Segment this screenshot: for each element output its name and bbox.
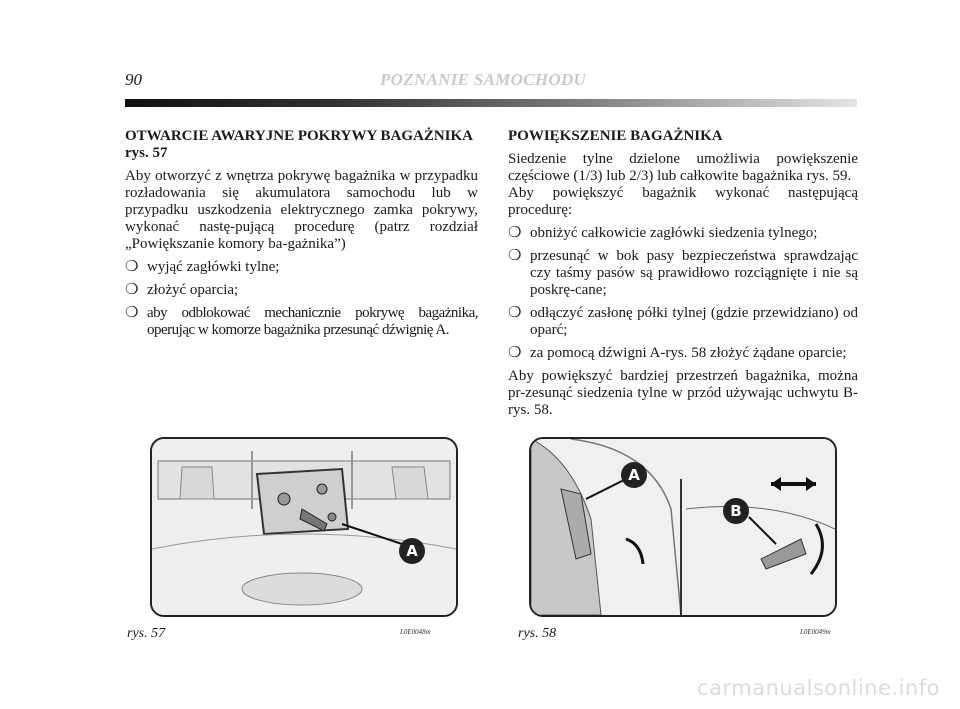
left-column xyxy=(125,128,478,345)
figure-58-code: L0E0049m xyxy=(800,628,831,636)
bullet-icon: ❍ xyxy=(125,282,139,298)
figure-57-caption: rys. 57 xyxy=(127,626,166,641)
list-item: ❍ wyjąć zagłówki tylne; xyxy=(125,259,280,275)
section-title: POZNANIE SAMOCHODU xyxy=(380,70,587,89)
figure-58-illustration xyxy=(529,437,837,617)
list-item: ❍ obniżyć całkowicie zagłówki siedzenia tylnego; xyxy=(508,225,818,241)
bullet-icon: ❍ xyxy=(125,305,138,321)
page-number: 90 xyxy=(125,70,142,89)
left-paragraph: Aby otworzyć z wnętrza pokrywę bagażnika w przypadku rozładowania się akumulatora samochodu lub w przypadku uszkodzenia elektrycznego zamka pokrywy, wykonać nastę-pującą procedurę (patrz rozdział „Powiększanie komory ba-gażnika”) xyxy=(125,168,478,252)
bullet-icon: ❍ xyxy=(508,225,522,241)
list-item: ❍ złożyć oparcia; xyxy=(125,282,239,298)
right-bullet-list xyxy=(508,225,858,362)
right-paragraph-3: Aby powiększyć bardziej przestrzeń bagażnika, można pr-zesunąć siedzenia tylne w przód używając uchwytu B-rys. 58. xyxy=(508,368,858,418)
bullet-icon: ❍ xyxy=(508,345,522,361)
figure-57-code: L0E0048m xyxy=(400,628,431,636)
seat-fold-drawing xyxy=(531,439,835,615)
left-bullet-list xyxy=(125,259,478,339)
label-a: A xyxy=(406,542,418,560)
label-a: A xyxy=(628,466,640,484)
right-column xyxy=(508,128,858,425)
label-b: B xyxy=(730,502,742,520)
figure-57-illustration xyxy=(150,437,458,617)
list-item: ❍ przesunąć w bok pasy bezpieczeństwa sprawdzając czy taśmy pasów są prawidłowo rozciągnięte i nie są poskrę-cane; xyxy=(508,248,858,298)
right-paragraph-1: Siedzenie tylne dzielone umożliwia powiększenie częściowe (1/3) lub 2/3) lub całkowite bagażnika rys. 59. xyxy=(508,151,858,184)
list-item: ❍ aby odblokować mechanicznie pokrywę bagażnika, operując w komorze bagażnika przesunąć dźwignię A. xyxy=(125,305,478,338)
bullet-icon: ❍ xyxy=(508,305,522,321)
bullet-icon: ❍ xyxy=(508,248,522,264)
figure-58-caption: rys. 58 xyxy=(518,626,557,641)
right-heading: POWIĘKSZENIE BAGAŻNIKA xyxy=(508,128,723,144)
trunk-latch-drawing xyxy=(152,439,456,615)
list-item: ❍ odłączyć zasłonę półki tylnej (gdzie przewidziano) od oparć; xyxy=(508,305,858,338)
watermark: carmanualsonline.info xyxy=(697,676,940,700)
list-item: ❍ za pomocą dźwigni A-rys. 58 złożyć żądane oparcie; xyxy=(508,345,847,361)
bullet-icon: ❍ xyxy=(125,259,139,275)
left-heading: OTWARCIE AWARYJNE POKRYWY BAGAŻNIKA rys. 57 xyxy=(125,128,473,161)
header-rule xyxy=(125,99,857,107)
right-paragraph-2: Aby powiększyć bagażnik wykonać następującą procedurę: xyxy=(508,185,858,218)
